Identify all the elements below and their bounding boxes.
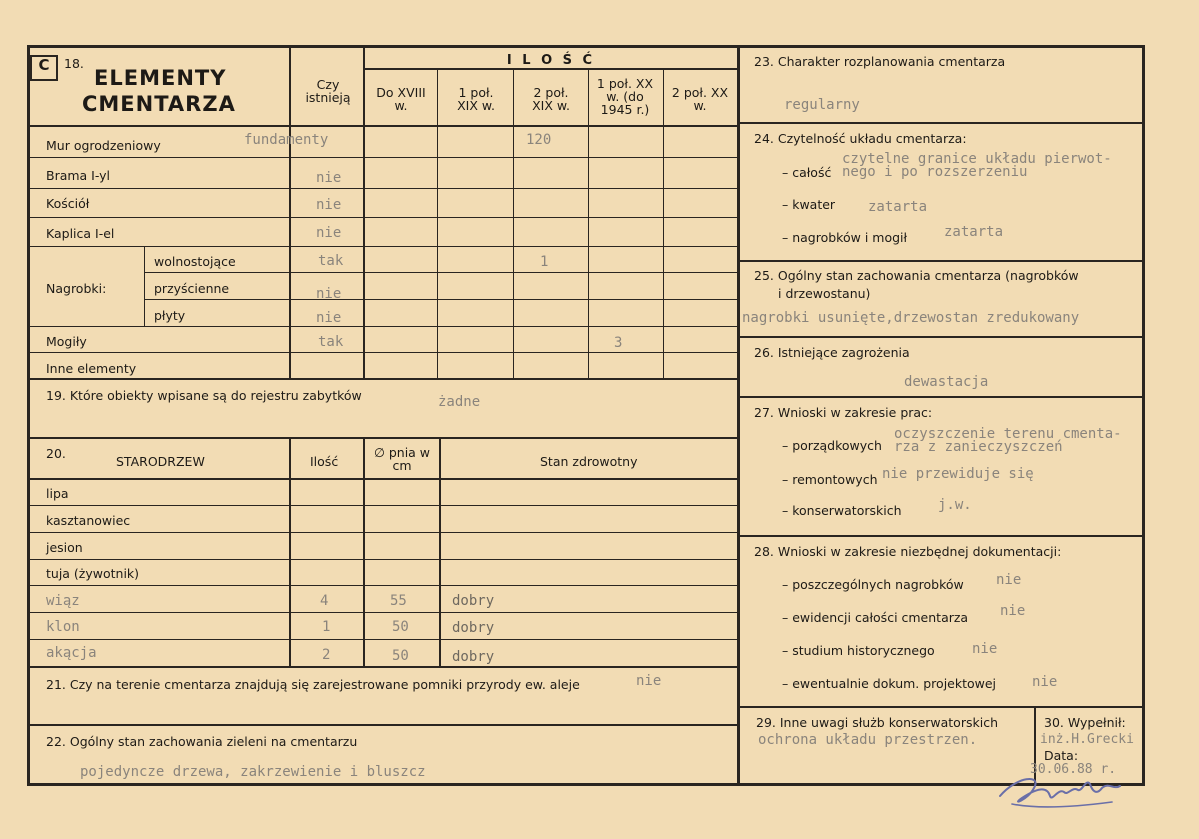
section-28-item-4-label: – ewentualnie dokum. projektowej [782, 676, 997, 691]
section-28-item-4-value: nie [1032, 674, 1058, 690]
element-exists-mogily: tak [318, 334, 344, 350]
nagrobki-wolnostojace-2pol-xix: 1 [540, 254, 549, 270]
element-label-kaplica: Kaplica I-el [46, 226, 115, 241]
section-21-label: 21. Czy na terenie cmentarza znajdują się zarejestrowane pomniki przyrody ew. aleje [46, 677, 580, 692]
section-24-nagrob-value: zatarta [944, 224, 1004, 240]
section-26-value: dewastacja [904, 374, 989, 390]
section-24-calosc-label: – całość [782, 165, 832, 180]
section-20-col-stan: Stan zdrowotny [540, 454, 638, 469]
element-label-kosciol: Kościół [46, 196, 90, 211]
section-27-kons-value: j.w. [938, 497, 972, 513]
tree-typed-count-1: 4 [320, 593, 329, 609]
nagrobki-przyscienne-label: przyścienne [154, 281, 230, 296]
section-18-number: 18. [64, 56, 84, 71]
tree-typed-name-1: wiąz [46, 593, 80, 609]
section-28-item-3-label: – studium historycznego [782, 643, 935, 658]
section-25-label-line2: i drzewostanu) [778, 286, 871, 301]
tree-typed-state-3: dobry [452, 649, 495, 665]
section-19-value: żadne [438, 394, 481, 410]
section-21-value: nie [636, 673, 662, 689]
section-20-col-ilosc: Ilość [310, 454, 339, 469]
nagrobki-plyty-exists: nie [316, 310, 342, 326]
tree-typed-diam-2: 50 [392, 619, 409, 635]
section-29-value: ochrona układu przestrzen. [758, 732, 978, 748]
section-30-date-label: Data: [1044, 748, 1079, 763]
section-24-kwater-value: zatarta [868, 199, 928, 215]
section-22-label: 22. Ogólny stan zachowania zieleni na cmentarzu [46, 734, 358, 749]
section-24-label: 24. Czytelność układu cmentarza: [754, 131, 967, 146]
section-23-value: regularny [784, 97, 860, 113]
period-header-2: 1 poł. XIX w. [457, 85, 495, 113]
section-28-item-2-value: nie [1000, 603, 1026, 619]
tree-label-lipa: lipa [46, 486, 69, 501]
element-exists-kaplica: nie [316, 225, 342, 241]
section-18-title-line1: ELEMENTY [94, 66, 227, 90]
section-24-calosc-value-line2: nego i po rozszerzeniu [842, 164, 1028, 180]
ilosc-header: I L O Ś Ć [506, 53, 596, 68]
nagrobki-przyscienne-exists: nie [316, 286, 342, 302]
form-code: C [38, 56, 50, 74]
section-24-nagrob-label: – nagrobków i mogił [782, 230, 908, 245]
element-exists-mur: fundamenty [244, 132, 329, 148]
section-28-item-1-label: – poszczególnych nagrobków [782, 577, 964, 592]
nagrobki-wolnostojace-label: wolnostojące [154, 254, 236, 269]
section-20-number: 20. [46, 446, 66, 461]
section-28-item-2-label: – ewidencji całości cmentarza [782, 610, 969, 625]
element-label-inne: Inne elementy [46, 361, 137, 376]
tree-typed-name-3: akącja [46, 645, 97, 661]
section-28-item-1-value: nie [996, 572, 1022, 588]
section-23-label: 23. Charakter rozplanowania cmentarza [754, 54, 1006, 69]
tree-typed-diam-1: 55 [390, 593, 407, 609]
period-header-4: 1 poł. XX w. (do 1945 r.) [596, 76, 654, 117]
section-27-rem-value: nie przewiduje się [882, 466, 1034, 482]
section-22-value: pojedyncze drzewa, zakrzewienie i bluszcz [80, 764, 426, 780]
signature [992, 766, 1142, 816]
tree-label-tuja: tuja (żywotnik) [46, 566, 140, 581]
section-28-label: 28. Wnioski w zakresie niezbędnej dokumentacji: [754, 544, 1062, 559]
section-25-label-line1: 25. Ogólny stan zachowania cmentarza (nagrobków [754, 268, 1079, 283]
period-header-3: 2 poł. XIX w. [532, 85, 570, 113]
nagrobki-wolnostojace-exists: tak [318, 253, 344, 269]
section-27-rem-label: – remontowych [782, 472, 878, 487]
section-24-calosc-value-line1: czytelne granice układu pierwot- [842, 151, 1112, 167]
tree-typed-count-3: 2 [322, 647, 331, 663]
nagrobki-plyty-label: płyty [154, 308, 186, 323]
section-27-porz-value-line1: oczyszczenie terenu cmenta- [894, 426, 1122, 442]
section-18-title-line2: CMENTARZA [82, 92, 236, 116]
element-mur-2pol-xix: 120 [526, 132, 552, 148]
period-header-5: 2 poł. XX w. [671, 85, 729, 113]
section-30-date-value: 30.06.88 r. [1030, 762, 1117, 777]
tree-typed-diam-3: 50 [392, 648, 409, 664]
section-19-label: 19. Które obiekty wpisane są do rejestru zabytków [46, 388, 362, 403]
element-mogily-1pol-xx: 3 [614, 335, 623, 351]
section-27-porz-label: – porządkowych [782, 438, 882, 453]
element-exists-brama: nie [316, 170, 342, 186]
section-28-item-3-value: nie [972, 641, 998, 657]
section-25-value: nagrobki usunięte,drzewostan zredukowany [742, 310, 1080, 326]
element-label-mogily: Mogiły [46, 334, 87, 349]
tree-typed-state-1: dobry [452, 593, 495, 609]
tree-typed-count-2: 1 [322, 619, 331, 635]
element-exists-kosciol: nie [316, 197, 342, 213]
column-exists-header: Czy istnieją [305, 77, 351, 105]
section-27-label: 27. Wnioski w zakresie prac: [754, 405, 933, 420]
element-label-brama: Brama I-yl [46, 168, 111, 183]
tree-typed-state-2: dobry [452, 620, 495, 636]
section-27-kons-label: – konserwatorskich [782, 503, 902, 518]
tree-label-kasztanowiec: kasztanowiec [46, 513, 131, 528]
section-27-porz-value-line2: rza z zanieczyszczeń [894, 439, 1063, 455]
section-29-label: 29. Inne uwagi służb konserwatorskich [756, 715, 998, 730]
section-24-kwater-label: – kwater [782, 197, 836, 212]
nagrobki-label: Nagrobki: [46, 281, 107, 296]
section-26-label: 26. Istniejące zagrożenia [754, 345, 910, 360]
element-label-mur: Mur ogrodzeniowy [46, 138, 161, 153]
tree-label-jesion: jesion [46, 540, 83, 555]
section-20-title: STARODRZEW [116, 454, 205, 469]
section-30-name: inż.H.Grecki [1040, 732, 1134, 747]
period-header-1: Do XVIII w. [376, 85, 426, 113]
tree-typed-name-2: klon [46, 619, 80, 635]
section-30-label: 30. Wypełnił: [1044, 715, 1126, 730]
section-20-col-phi: ∅ pnia w cm [373, 445, 431, 473]
